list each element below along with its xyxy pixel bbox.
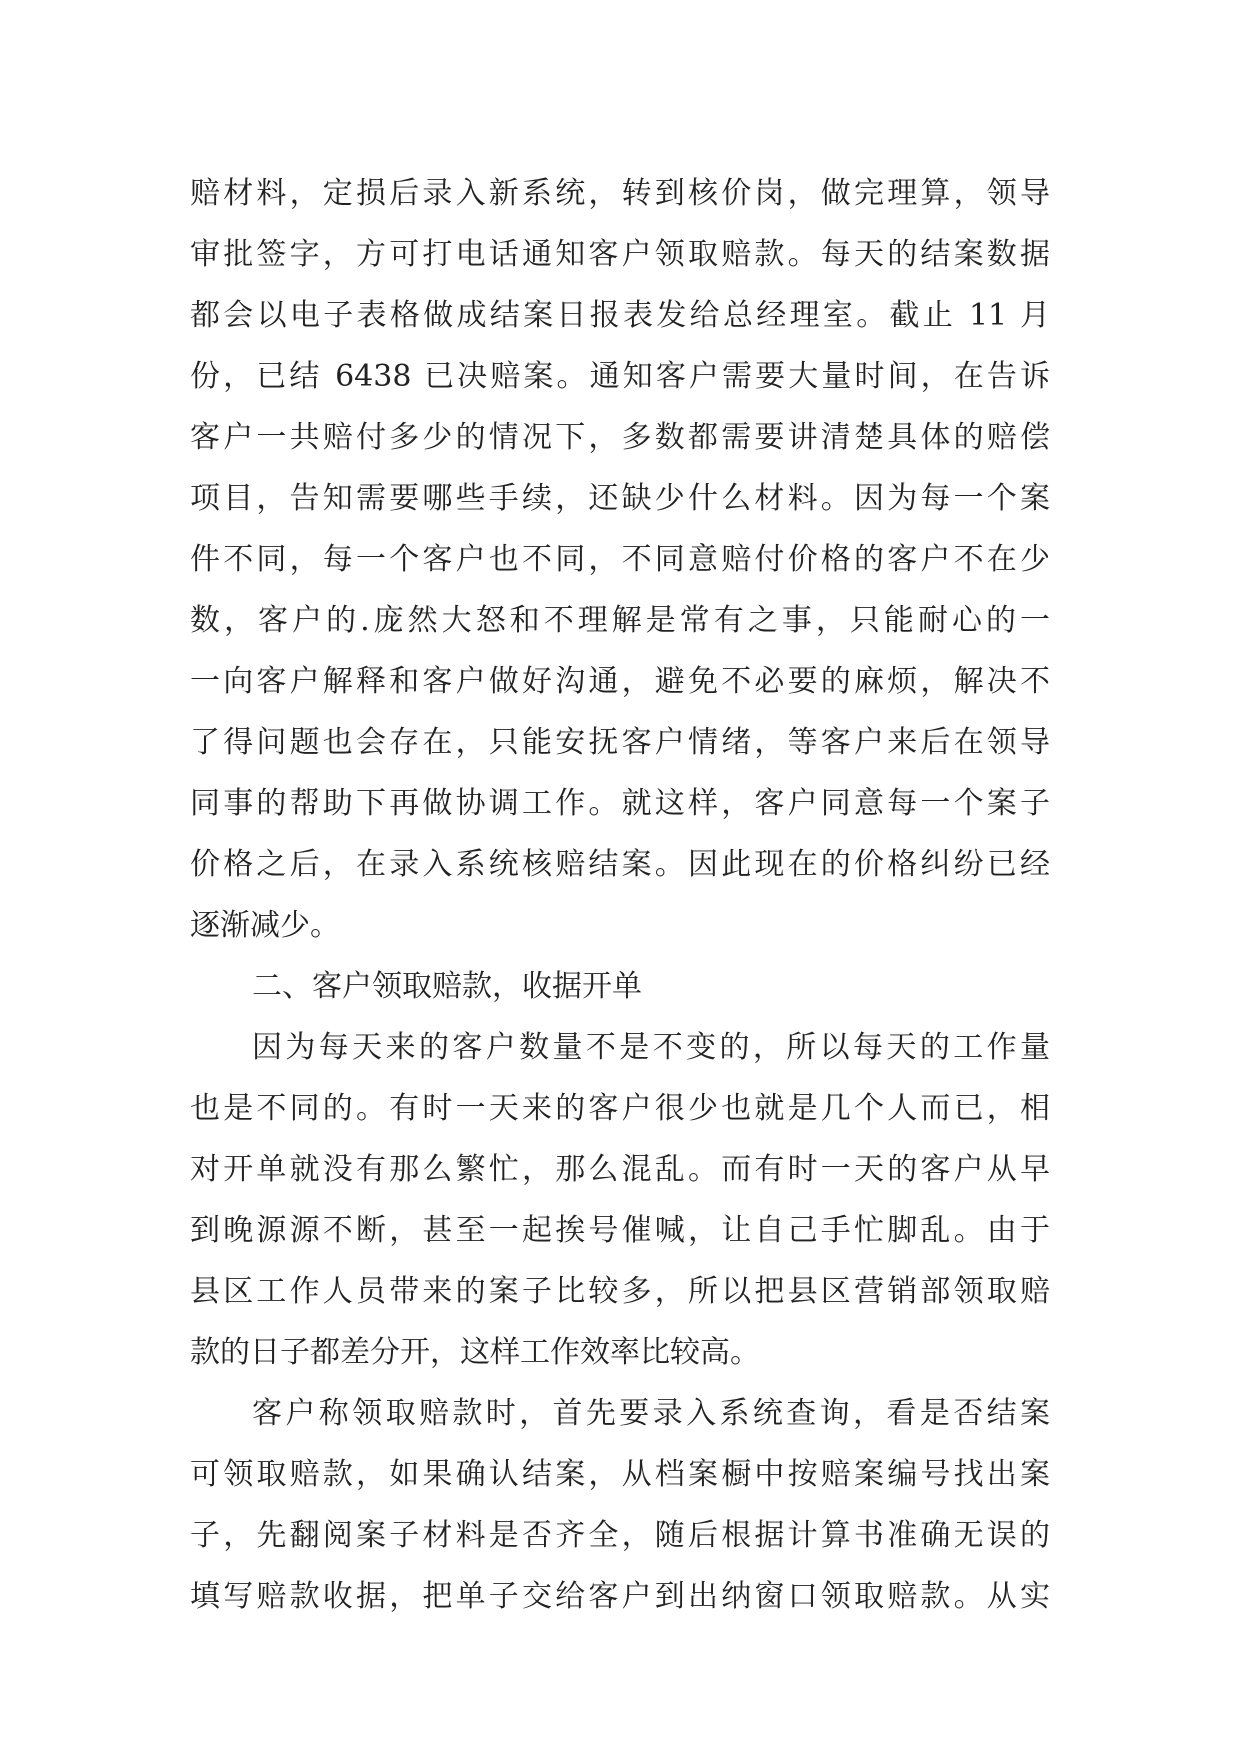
text-line: 项目，告知需要哪些手续，还缺少什么材料。因为每一个案 [190,481,1050,516]
text-line: 可领取赔款，如果确认结案，从档案橱中按赔案编号找出案 [190,1457,1050,1492]
text-line: 赔材料，定损后录入新系统，转到核价岗，做完理算，领导 [190,176,1050,211]
text-line: 份，已结 6438 已决赔案。通知客户需要大量时间，在告诉 [190,359,1050,394]
text-line: 了得问题也会存在，只能安抚客户情绪，等客户来后在领导 [190,725,1050,760]
text-line: 子，先翻阅案子材料是否齐全，随后根据计算书准确无误的 [190,1518,1050,1553]
text-line: 也是不同的。有时一天来的客户很少也就是几个人而已，相 [190,1091,1050,1126]
text-line: 同事的帮助下再做协调工作。就这样，客户同意每一个案子 [190,786,1050,821]
text-line: 价格之后，在录入系统核赔结案。因此现在的价格纠纷已经 [190,847,1050,882]
text-line: 县区工作人员带来的案子比较多，所以把县区营销部领取赔 [190,1274,1050,1309]
text-line: 客户一共赔付多少的情况下，多数都需要讲清楚具体的赔偿 [190,420,1050,455]
text-line: 都会以电子表格做成结案日报表发给总经理室。截止 11 月 [190,298,1050,333]
text-line: 逐渐减少。 [190,908,340,943]
text-line: 款的日子都差分开，这样工作效率比较高。 [190,1335,760,1370]
text-line: 数，客户的.庞然大怒和不理解是常有之事，只能耐心的一 [190,603,1050,638]
text-line: 件不同，每一个客户也不同，不同意赔付价格的客户不在少 [190,542,1050,577]
text-line: 客户称领取赔款时，首先要录入系统查询，看是否结案 [252,1396,1050,1431]
text-line: 到晚源源不断，甚至一起挨号催喊，让自己手忙脚乱。由于 [190,1213,1050,1248]
text-line: 因为每天来的客户数量不是不变的，所以每天的工作量 [252,1030,1050,1065]
text-line: 一向客户解释和客户做好沟通，避免不必要的麻烦，解决不 [190,664,1050,699]
section-heading: 二、客户领取赔款，收据开单 [252,969,642,1004]
body-text [190,163,1050,1627]
text-line: 对开单就没有那么繁忙，那么混乱。而有时一天的客户从早 [190,1152,1050,1187]
text-line: 填写赔款收据，把单子交给客户到出纳窗口领取赔款。从实 [190,1579,1050,1614]
text-line: 审批签字，方可打电话通知客户领取赔款。每天的结案数据 [190,237,1050,272]
